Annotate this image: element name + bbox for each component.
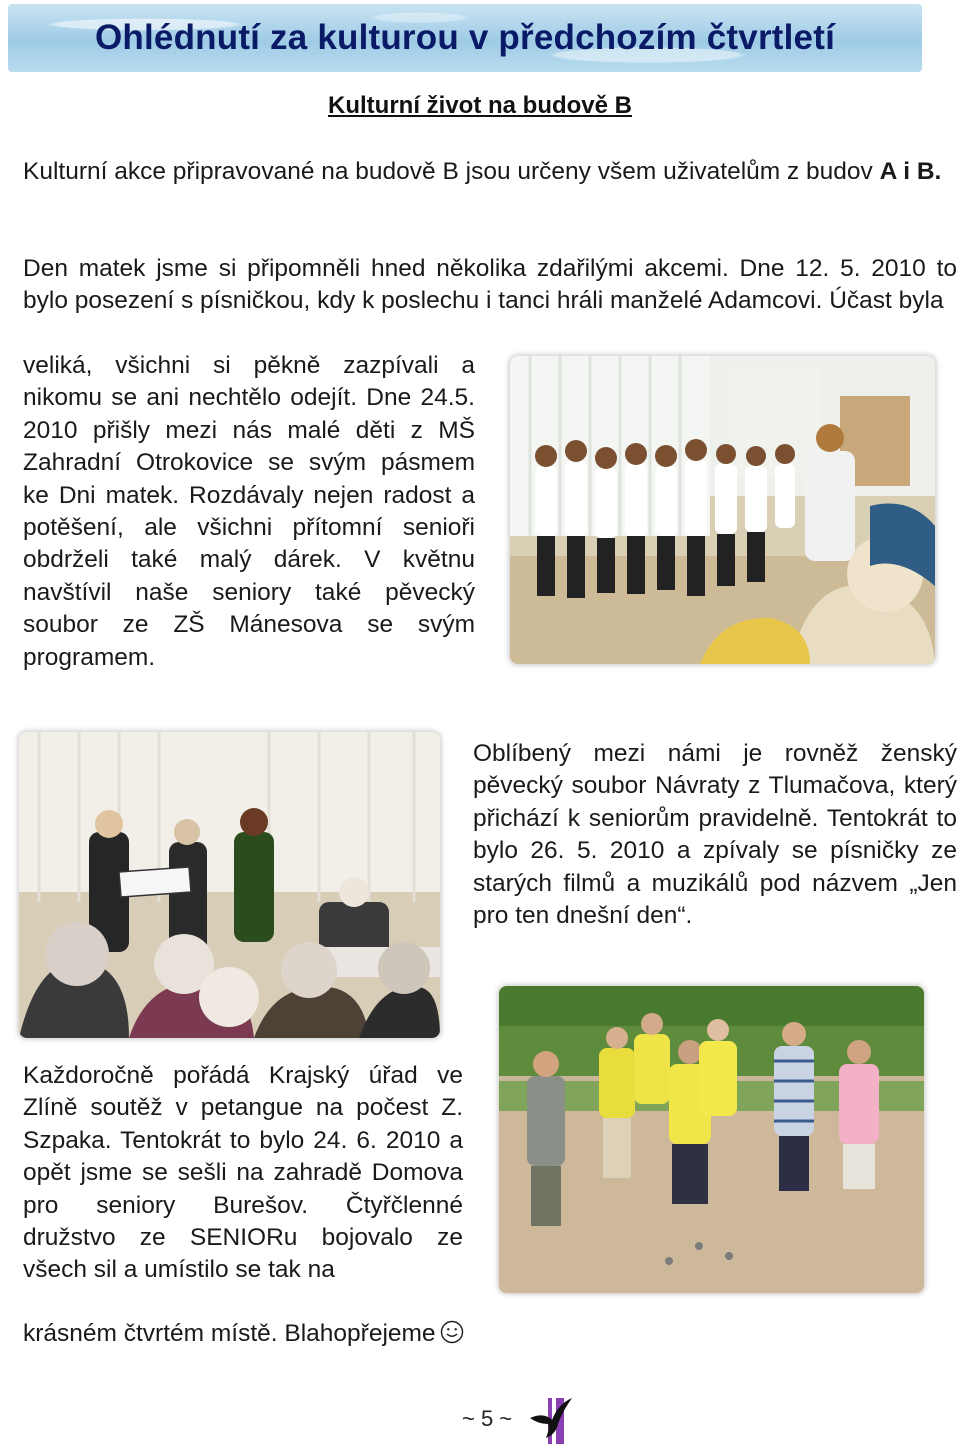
photo-ladies-choir [19, 732, 440, 1038]
swallow-logo-icon [528, 1394, 578, 1446]
mothers-day-paragraph-continued: veliká, všichni si pěkně zazpívali a nikomu se ani nechtělo odejít. Dne 24.5. 2010 přišly mezi nás malé děti z MŠ Zahradní Otrokovice se svým pásmem ke Dni matek. Rozdávaly nejen radost a potěšení, ale všichni přítomní senioři obdrželi také malý dárek. V květnu navštívil naše seniory také pěvecký soubor ze ZŠ Mánesova se svým programem. [23, 352, 475, 671]
page-number: ~ 5 ~ [462, 1406, 513, 1431]
photo-children-choir [510, 356, 935, 664]
title-banner [8, 4, 922, 72]
intro-bold: A i B. [879, 158, 942, 185]
navraty-paragraph: Oblíbený mezi námi je rovněž ženský pěvecký soubor Návraty z Tlumačova, který přichází k seniorům pravidelně. Tentokrát to bylo 26. 5. 2010 a zpívaly se písničky ze starých filmů a muzikálů pod názvem „Jen pro ten dnešní den“. [473, 740, 957, 930]
mothers-day-paragraph: Den matek jsme si připomněli hned několika zdařilými akcemi. Dne 12. 5. 2010 to bylo posezení s písničkou, kdy k poslechu i tanci hráli manželé Adamcovi. Účast byla [23, 255, 957, 315]
page-title: Ohlédnutí za kulturou v předchozím čtvrtletí [95, 18, 835, 57]
petangue-paragraph: Každoročně pořádá Krajský úřad ve Zlíně soutěž v petangue na počest Z. Szpaka. Tentokrát to bylo 24. 6. 2010 a opět jsme se sešli na zahradě Domova pro seniory Burešov. Čtyřčlenné družstvo ze SENIORu bojovalo ze všech sil a umístilo se tak na [23, 1062, 463, 1284]
smiley-icon [440, 1320, 464, 1344]
petangue-last-line [23, 1318, 623, 1350]
section-subtitle: Kulturní život na budově B [328, 92, 632, 119]
intro-text: Kulturní akce připravované na budově B jsou určeny všem uživatelům z budov [23, 158, 880, 185]
intro-paragraph [23, 156, 957, 188]
photo-petangue [499, 986, 924, 1293]
petangue-last-line-text: krásném čtvrtém místě. Blahopřejeme [23, 1320, 436, 1347]
